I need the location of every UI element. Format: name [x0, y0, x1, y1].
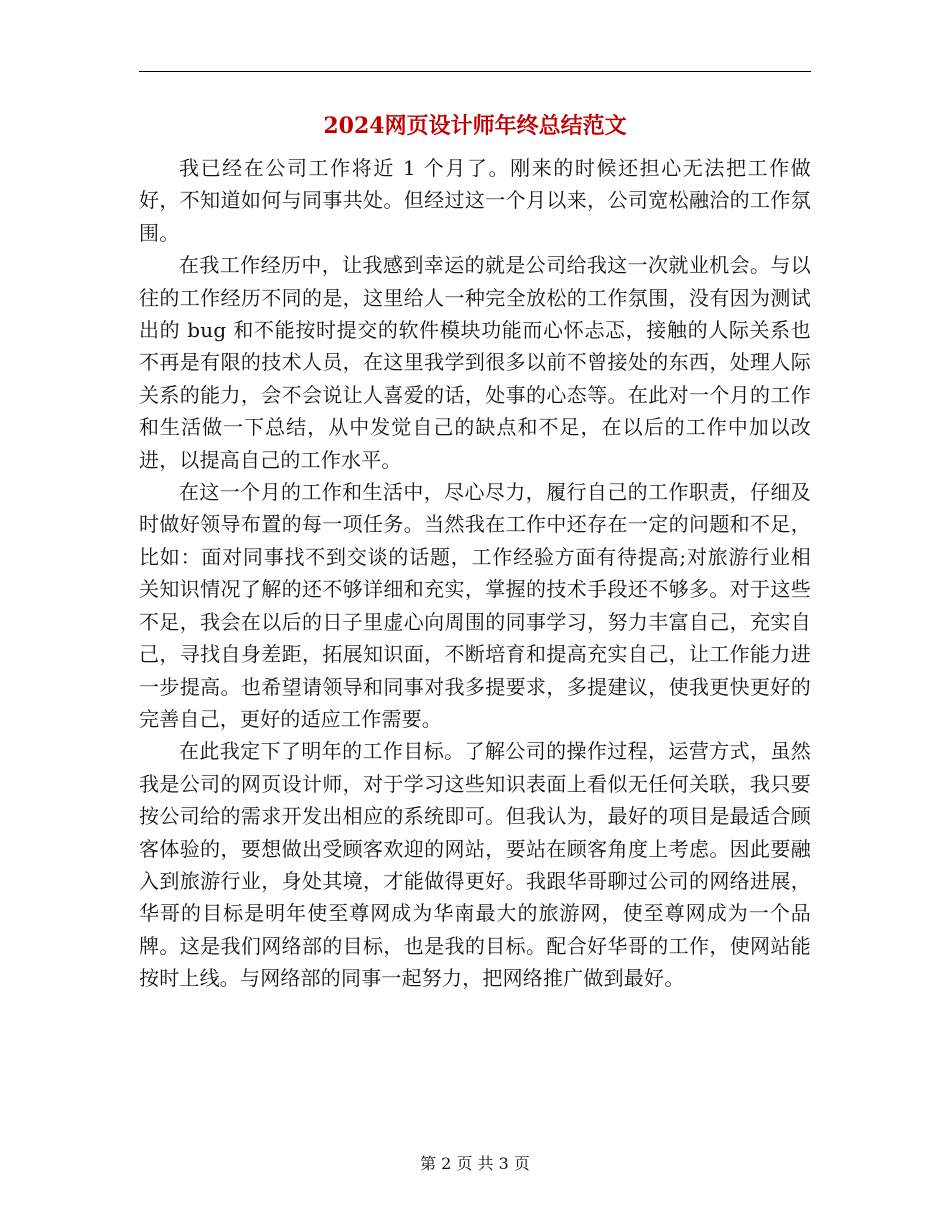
document-title: 2024网页设计师年终总结范文 — [323, 113, 627, 139]
header-rule — [139, 71, 811, 72]
paragraph-1: 我已经在公司工作将近 1 个月了。刚来的时候还担心无法把工作做好，不知道如何与同事共处。但经过这一个月以来，公司宽松融洽的工作氛围。 — [139, 156, 811, 245]
document-body — [139, 152, 811, 995]
page-number: 第 2 页 共 3 页 — [420, 1154, 530, 1173]
paragraph-4: 在此我定下了明年的工作目标。了解公司的操作过程，运营方式，虽然我是公司的网页设计师，对于学习这些知识表面上看似无任何关联，我只要按公司给的需求开发出相应的系统即可。但我认为，最好的项目是最适合顾客体验的，要想做出受顾客欢迎的网站，要站在顾客角度上考虑。因此要融入到旅游行业，身处其境，才能做得更好。我跟华哥聊过公司的网络进展，华哥的目标是明年使至尊网成为华南最大的旅游网，使至尊网成为一个品牌。这是我们网络部的目标，也是我的目标。配合好华哥的工作，使网站能按时上线。与网络部的同事一起努力，把网络推广做到最好。 — [139, 739, 811, 991]
paragraph-3: 在这一个月的工作和生活中，尽心尽力，履行自己的工作职责，仔细及时做好领导布置的每一项任务。当然我在工作中还存在一定的问题和不足，比如：面对同事找不到交谈的话题，工作经验方面有待提高;对旅游行业相关知识情况了解的还不够详细和充实，掌握的技术手段还不够多。对于这些不足，我会在以后的日子里虚心向周围的同事学习，努力丰富自己，充实自己，寻找自身差距，拓展知识面，不断培育和提高充实自己，让工作能力进一步提高。也希望请领导和同事对我多提要求，多提建议，使我更快更好的完善自己，更好的适应工作需要。 — [139, 480, 811, 731]
paragraph-2: 在我工作经历中，让我感到幸运的就是公司给我这一次就业机会。与以往的工作经历不同的是，这里给人一种完全放松的工作氛围，没有因为测试出的 bug 和不能按时提交的软件模块功能而心怀忐忑，接触的人际关系也不再是有限的技术人员，在这里我学到很多以前不曾接处的东西，处理人际关系的能力，会不会说让人喜爱的话，处事的心态等。在此对一个月的工作和生活做一下总结，从中发觉自己的缺点和不足，在以后的工作中加以改进，以提高自己的工作水平。 — [139, 253, 811, 472]
